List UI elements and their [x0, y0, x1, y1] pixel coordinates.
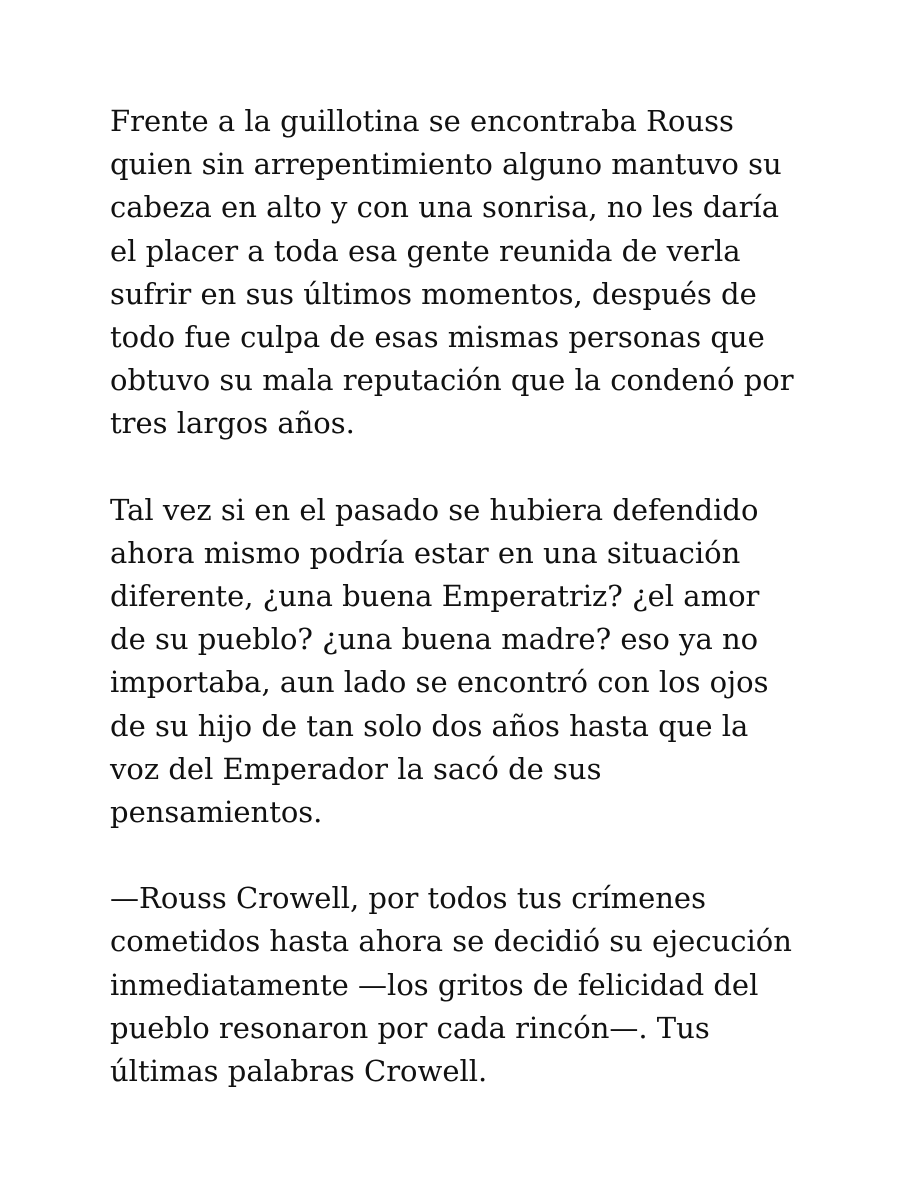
- text-line: —Rouss Crowell, por todos tus crímenes: [110, 881, 706, 916]
- text-line: todo fue culpa de esas mismas personas que: [110, 320, 765, 355]
- text-line: pensamientos.: [110, 795, 323, 830]
- text-line: diferente, ¿una buena Emperatriz? ¿el amor: [110, 579, 760, 614]
- text-line: cabeza en alto y con una sonrisa, no les daría: [110, 190, 779, 225]
- text-line: cometidos hasta ahora se decidió su ejecución: [110, 924, 792, 959]
- text-line: sufrir en sus últimos momentos, después de: [110, 276, 757, 311]
- document-page: [110, 100, 810, 1136]
- text-line: obtuvo su mala reputación que la condenó por: [110, 363, 794, 398]
- text-line: Frente a la guillotina se encontraba Rouss: [110, 104, 734, 138]
- text-line: últimas palabras Crowell.: [110, 1054, 488, 1089]
- text-line: importaba, aun lado se encontró con los ojos: [110, 665, 769, 700]
- paragraph-2: [110, 489, 810, 835]
- paragraph-3: [110, 877, 810, 1093]
- text-line: voz del Emperador la sacó de sus: [110, 751, 602, 786]
- text-line: quien sin arrepentimiento alguno mantuvo su: [110, 147, 782, 182]
- text-line: tres largos años.: [110, 406, 355, 441]
- text-line: ahora mismo podría estar en una situación: [110, 535, 741, 570]
- text-line: inmediatamente —los gritos de felicidad del: [110, 967, 759, 1002]
- text-line: de su hijo de tan solo dos años hasta que la: [110, 708, 749, 743]
- text-line: pueblo resonaron por cada rincón—. Tus: [110, 1010, 710, 1045]
- text-line: el placer a toda esa gente reunida de verla: [110, 233, 741, 268]
- text-line: de su pueblo? ¿una buena madre? eso ya no: [110, 622, 759, 657]
- text-line: Tal vez si en el pasado se hubiera defendido: [110, 492, 759, 527]
- paragraph-1: [110, 100, 810, 446]
